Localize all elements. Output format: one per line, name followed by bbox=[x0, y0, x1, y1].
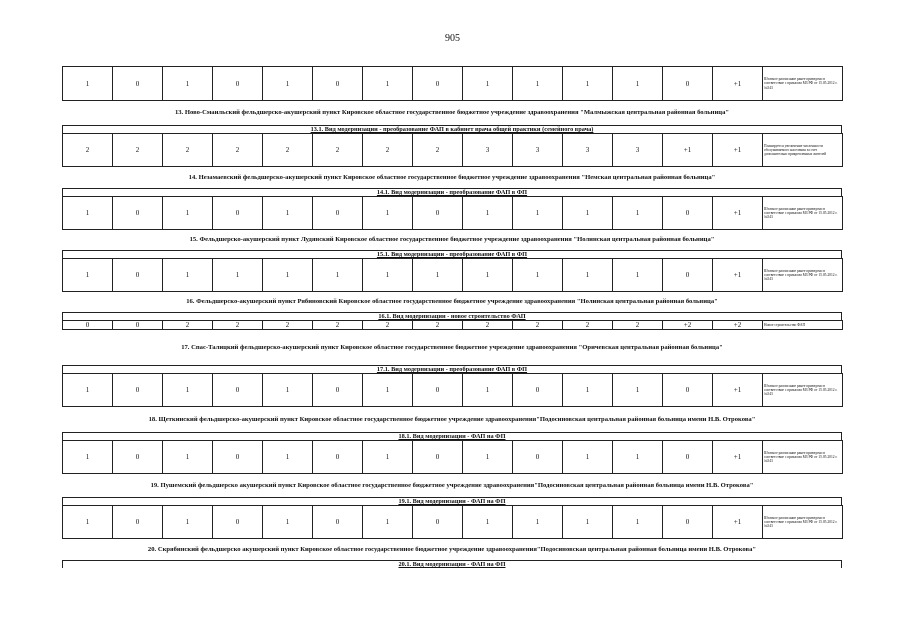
data-table bbox=[62, 440, 843, 474]
table-cell: 2 bbox=[263, 134, 313, 167]
table-cell: 1 bbox=[63, 259, 113, 292]
table-cell: +1 bbox=[713, 197, 763, 230]
table-cell: 1 bbox=[413, 259, 463, 292]
table-cell: 2 bbox=[313, 134, 363, 167]
table-cell: 2 bbox=[463, 321, 513, 330]
table-cell: 0 bbox=[413, 197, 463, 230]
table-cell: 0 bbox=[213, 441, 263, 474]
table-cell: +2 bbox=[663, 321, 713, 330]
data-table bbox=[62, 373, 843, 407]
table-cell: +1 bbox=[713, 259, 763, 292]
table-cell: 1 bbox=[563, 67, 613, 101]
data-table bbox=[62, 133, 843, 167]
table-cell: 0 bbox=[313, 441, 363, 474]
table-cell: 1 bbox=[63, 506, 113, 539]
table-cell: 1 bbox=[613, 441, 663, 474]
note-cell: Новое строительство ФАП bbox=[763, 321, 843, 330]
table-cell: 1 bbox=[363, 374, 413, 407]
table-cell: 1 bbox=[613, 259, 663, 292]
table-cell: 0 bbox=[213, 67, 263, 101]
table-cell: +2 bbox=[713, 321, 763, 330]
modernization-type-label: 16.1. Вид модернизации - новое строительство ФАП bbox=[378, 313, 526, 320]
table-cell: 2 bbox=[363, 134, 413, 167]
table-cell: 1 bbox=[363, 506, 413, 539]
modernization-type-label: 15.1. Вид модернизации - преобразование ФАП в ФП bbox=[376, 251, 528, 258]
table-row bbox=[63, 67, 843, 101]
table-cell: 1 bbox=[263, 506, 313, 539]
modernization-type-label: 13.1. Вид модернизации - преобразование ФАП в кабинет врача общей практики (семейного врача) bbox=[310, 126, 594, 133]
table-cell: 1 bbox=[363, 441, 413, 474]
table-cell: 1 bbox=[613, 374, 663, 407]
data-table bbox=[62, 196, 843, 230]
note-cell: Штатное расписание ранее приведено в соответствие с приказом МЗ РФ от 15.05.2012 г. №543 bbox=[763, 374, 843, 407]
table-cell: 3 bbox=[463, 134, 513, 167]
table-cell: 1 bbox=[213, 259, 263, 292]
table-cell: 2 bbox=[163, 134, 213, 167]
table-cell: 1 bbox=[263, 197, 313, 230]
table-row bbox=[63, 134, 843, 167]
table-cell: 0 bbox=[413, 506, 463, 539]
table-cell: 0 bbox=[113, 67, 163, 101]
modernization-type-label: 17.1. Вид модернизации - преобразование ФАП в ФП bbox=[376, 366, 528, 373]
facility-heading: 15. Фельдшерско-акушерский пункт Лудянский Кировское областное государственное бюджетное учреждение здравоохранения "Нолинская центральная районная больница" bbox=[189, 236, 715, 243]
table-cell: 0 bbox=[213, 197, 263, 230]
table-cell: 0 bbox=[663, 441, 713, 474]
table-cell: 1 bbox=[363, 197, 413, 230]
table-cell: 1 bbox=[63, 441, 113, 474]
modernization-type-heading bbox=[62, 125, 842, 133]
facility-heading: 17. Спас-Талицкий фельдшерско-акушерский пункт Кировское областное государственное бюджетное учреждение здравоохранения "Оричевская центральная районная больница" bbox=[181, 344, 723, 351]
table-cell: 0 bbox=[513, 374, 563, 407]
table-cell: 0 bbox=[313, 374, 363, 407]
table-row bbox=[63, 321, 843, 330]
modernization-type-heading bbox=[62, 365, 842, 373]
note-cell: Штатное расписание ранее приведено в соответствие с приказом МЗ РФ от 15.05.2012 г. №543 bbox=[763, 197, 843, 230]
table-cell: 0 bbox=[113, 374, 163, 407]
table-cell: 1 bbox=[563, 259, 613, 292]
table-cell: +1 bbox=[663, 134, 713, 167]
table-cell: 1 bbox=[563, 374, 613, 407]
table-cell: 1 bbox=[313, 259, 363, 292]
table-cell: 0 bbox=[213, 374, 263, 407]
table-row bbox=[63, 259, 843, 292]
table-cell: 1 bbox=[513, 259, 563, 292]
table-cell: 0 bbox=[113, 321, 163, 330]
modernization-type-heading bbox=[62, 497, 842, 505]
table-cell: 2 bbox=[63, 134, 113, 167]
table-cell: 0 bbox=[663, 374, 713, 407]
table-cell: 2 bbox=[613, 321, 663, 330]
data-table bbox=[62, 258, 843, 292]
note-cell: Штатное расписание ранее приведено в соответствие с приказом МЗ РФ от 15.05.2012 г. №543 bbox=[763, 259, 843, 292]
table-cell: 1 bbox=[263, 259, 313, 292]
modernization-type-label: 18.1. Вид модернизации - ФАП на ФП bbox=[398, 433, 506, 440]
table-cell: +1 bbox=[713, 134, 763, 167]
table-cell: 1 bbox=[463, 374, 513, 407]
table-cell: 1 bbox=[463, 506, 513, 539]
modernization-type-label: 14.1. Вид модернизации - преобразование ФАП в ФП bbox=[376, 189, 528, 196]
data-table bbox=[62, 505, 843, 539]
table-cell: 1 bbox=[63, 67, 113, 101]
table-cell: 1 bbox=[613, 506, 663, 539]
modernization-type-heading bbox=[62, 432, 842, 440]
modernization-type-heading bbox=[62, 560, 842, 568]
table-cell: 1 bbox=[163, 374, 213, 407]
table-cell: 1 bbox=[463, 441, 513, 474]
table-cell: 0 bbox=[63, 321, 113, 330]
table-cell: 2 bbox=[213, 321, 263, 330]
table-cell: 0 bbox=[313, 67, 363, 101]
table-cell: 0 bbox=[663, 506, 713, 539]
table-cell: 2 bbox=[563, 321, 613, 330]
table-cell: 1 bbox=[563, 197, 613, 230]
note-cell: Штатное расписание ранее приведено в соответствие с приказом МЗ РФ от 15.05.2012 г. №543 bbox=[763, 67, 843, 101]
facility-heading: 19. Пушемский фельдшерско акушерский пункт Кировское областное государственное бюджетное учреждение здравоохранения"Подосиновская центральная районная больница имени Н.В. Отрокова" bbox=[150, 482, 754, 489]
table-cell: 0 bbox=[313, 197, 363, 230]
table-cell: 3 bbox=[613, 134, 663, 167]
table-cell: 1 bbox=[513, 197, 563, 230]
table-cell: 1 bbox=[63, 197, 113, 230]
modernization-type-heading bbox=[62, 250, 842, 258]
table-cell: 0 bbox=[213, 506, 263, 539]
modernization-type-heading bbox=[62, 188, 842, 196]
table-cell: +1 bbox=[713, 441, 763, 474]
table-cell: 1 bbox=[63, 374, 113, 407]
table-cell: 0 bbox=[113, 441, 163, 474]
table-cell: +1 bbox=[713, 67, 763, 101]
table-row bbox=[63, 197, 843, 230]
table-cell: 0 bbox=[413, 67, 463, 101]
table-cell: 1 bbox=[463, 67, 513, 101]
table-cell: 0 bbox=[313, 506, 363, 539]
table-cell: 2 bbox=[213, 134, 263, 167]
table-cell: 1 bbox=[163, 506, 213, 539]
table-cell: 0 bbox=[663, 67, 713, 101]
table-cell: 1 bbox=[613, 67, 663, 101]
facility-heading: 13. Ново-Смаильский фельдшерско-акушерский пункт Кировское областное государственное бюджетное учреждение здравоохранения "Малмыжская центральная районная больница" bbox=[174, 109, 730, 116]
modernization-type-label: 20.1. Вид модернизации - ФАП на ФП bbox=[398, 561, 506, 568]
table-cell: 0 bbox=[113, 259, 163, 292]
facility-heading: 18. Щеткинский фельдшерско-акушерский пункт Кировское областное государственное бюджетное учреждение здравоохранения"Подосиновская центральная районная больница имени Н.В. Отрокова" bbox=[148, 416, 756, 423]
table-cell: 3 bbox=[513, 134, 563, 167]
table-cell: 3 bbox=[563, 134, 613, 167]
table-cell: 1 bbox=[363, 67, 413, 101]
note-cell: Штатное расписание ранее приведено в соответствие с приказом МЗ РФ от 15.05.2012 г. №543 bbox=[763, 441, 843, 474]
table-cell: +1 bbox=[713, 374, 763, 407]
table-cell: 2 bbox=[313, 321, 363, 330]
table-cell: 2 bbox=[163, 321, 213, 330]
facility-heading: 16. Фельдшерско-акушерский пункт Рябиновский Кировское областное государственное бюджетное учреждение здравоохранения "Нолинская центральная районная больница" bbox=[186, 298, 718, 305]
table-cell: 2 bbox=[363, 321, 413, 330]
table-cell: 1 bbox=[463, 259, 513, 292]
table-cell: 1 bbox=[563, 506, 613, 539]
data-table bbox=[62, 66, 843, 101]
note-cell: Планируется увеличение численности обслуживаемого населения за счет дополнительно прикрепленных жителей bbox=[763, 134, 843, 167]
modernization-type-heading bbox=[62, 312, 842, 320]
document-body bbox=[62, 66, 842, 568]
table-row bbox=[63, 506, 843, 539]
table-cell: 2 bbox=[113, 134, 163, 167]
page-number: 905 bbox=[445, 33, 460, 44]
table-cell: 1 bbox=[513, 67, 563, 101]
facility-heading: 20. Скрябинский фельдшерско акушерский пункт Кировское областное государственное бюджетное учреждение здравоохранения"Подосиновская центральная районная больница имени Н.В. Отрокова" bbox=[147, 546, 757, 553]
table-cell: 0 bbox=[663, 197, 713, 230]
table-cell: 0 bbox=[663, 259, 713, 292]
modernization-type-label: 19.1. Вид модернизации - ФАП на ФП bbox=[398, 498, 506, 505]
table-cell: 0 bbox=[413, 374, 463, 407]
table-row bbox=[63, 441, 843, 474]
table-cell: 2 bbox=[413, 134, 463, 167]
table-cell: 0 bbox=[413, 441, 463, 474]
table-cell: 1 bbox=[463, 197, 513, 230]
table-cell: 2 bbox=[413, 321, 463, 330]
table-cell: 1 bbox=[163, 197, 213, 230]
table-cell: 1 bbox=[363, 259, 413, 292]
table-cell: 1 bbox=[613, 197, 663, 230]
table-cell: 0 bbox=[513, 441, 563, 474]
table-cell: 1 bbox=[163, 441, 213, 474]
table-cell: 2 bbox=[513, 321, 563, 330]
data-table bbox=[62, 320, 843, 330]
table-cell: 1 bbox=[263, 374, 313, 407]
table-cell: 1 bbox=[163, 67, 213, 101]
table-cell: 0 bbox=[113, 506, 163, 539]
table-cell: 1 bbox=[563, 441, 613, 474]
table-cell: 1 bbox=[513, 506, 563, 539]
table-cell: 1 bbox=[263, 67, 313, 101]
facility-heading: 14. Незамаевский фельдшерско-акушерский пункт Кировское областное государственное бюджетное учреждение здравоохранения "Немская центральная районная больница" bbox=[188, 174, 716, 181]
table-cell: 1 bbox=[163, 259, 213, 292]
table-cell: 2 bbox=[263, 321, 313, 330]
table-cell: 1 bbox=[263, 441, 313, 474]
table-cell: 0 bbox=[113, 197, 163, 230]
note-cell: Штатное расписание ранее приведено в соответствие с приказом МЗ РФ от 15.05.2012 г. №543 bbox=[763, 506, 843, 539]
table-cell: +1 bbox=[713, 506, 763, 539]
table-row bbox=[63, 374, 843, 407]
